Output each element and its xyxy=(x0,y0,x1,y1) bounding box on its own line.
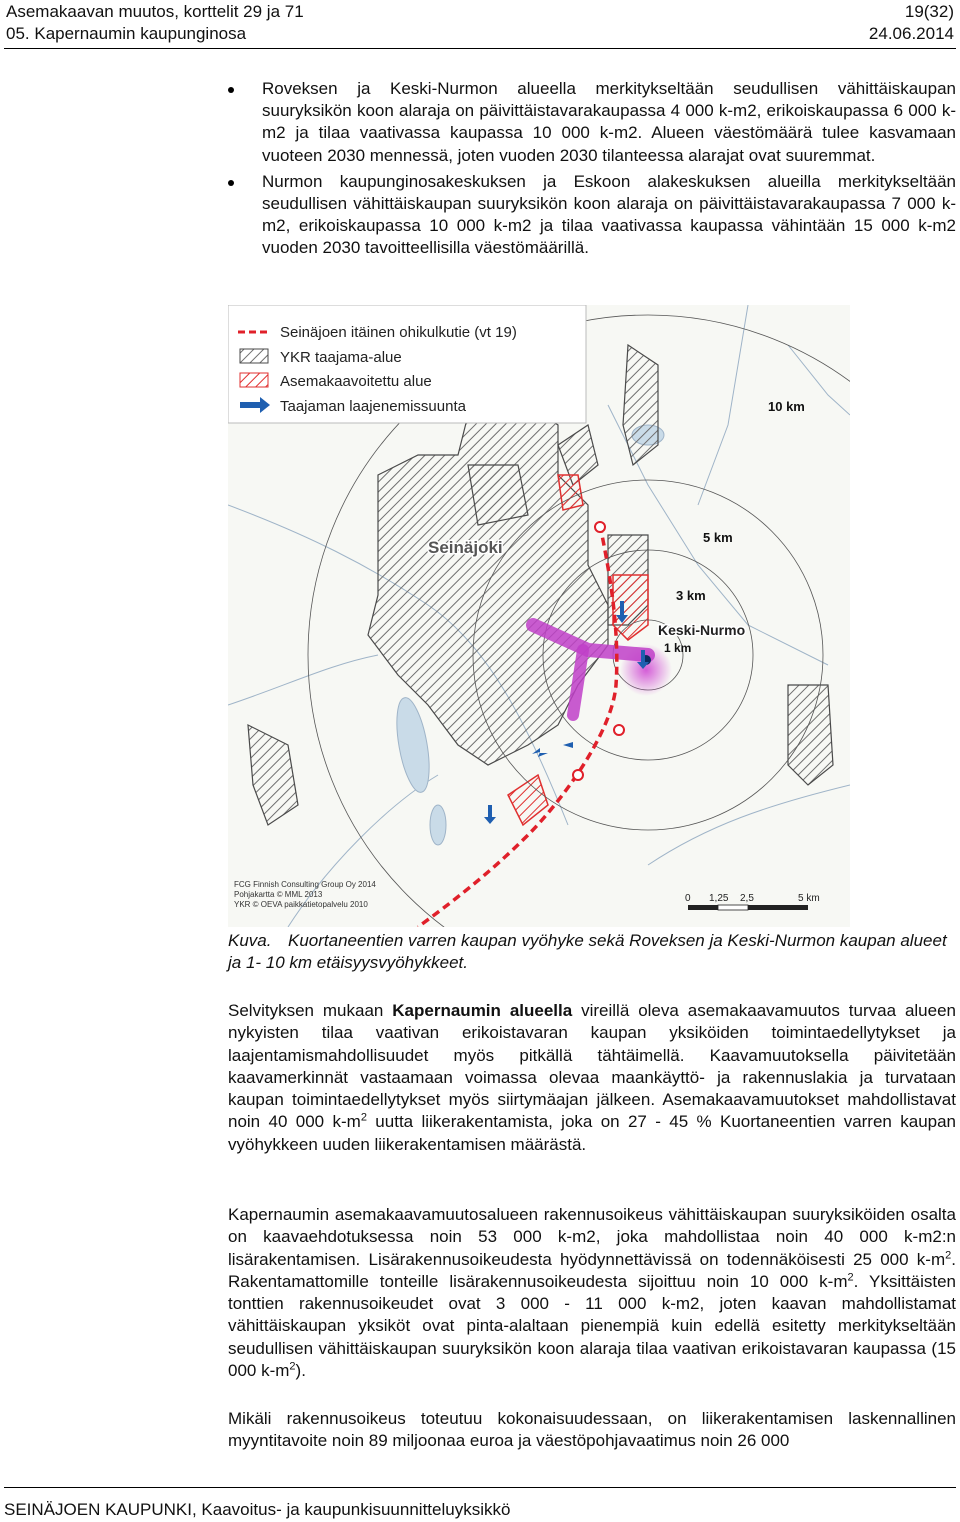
header-rule xyxy=(4,48,956,49)
bullet-item xyxy=(228,171,956,260)
legend-label-ykr: YKR taajama-alue xyxy=(280,349,402,366)
scale-tick: 1,25 xyxy=(709,893,729,904)
superscript: 2 xyxy=(360,1111,367,1124)
figure-caption xyxy=(228,930,956,974)
legend-label-road: Seinäjoen itäinen ohikulkutie (vt 19) xyxy=(280,324,517,341)
text-run: ). xyxy=(295,1361,306,1381)
paragraph-1 xyxy=(228,1000,956,1156)
paragraph-3: Mikäli rakennusoikeus toteutuu kokonaisuudessaan, on liikerakentamisen laskennallinen myyntitavoite noin 89 miljoonaa euroa ja väestöpohjavaatimus noin 26 000 xyxy=(228,1409,956,1451)
bullet-list xyxy=(228,78,956,264)
map-legend xyxy=(228,305,586,423)
bullet-text: Nurmon kaupunginosakeskuksen ja Eskoon alakeskuksen alueilla merkitykseltään seudullisen vähittäiskaupan suuryksikön koon alaraja on päivittäistavarakaupassa 7 000 k-m2, erikoiskaupassa 10 000 k-m2 ja tilaa vaativassa kaupassa vähintään 15 000 k-m2 vuoden 2030 tavoitteellisilla väestömäärillä. xyxy=(262,171,956,258)
bullet-text: Roveksen ja Keski-Nurmon alueella merkitykseltään seudullisen vähittäiskaupan suuryksikön koon alaraja on päivittäistavarakaupassa 4 000 k-m2, erikoiskaupassa 6 000 k-m2 ja tilaa vaativassa kaupassa 10 000 k-m2. Alueen väestömäärä tulee kasvamaan vuoteen 2030 mennessä, joten vuoden 2030 tilanteessa alarajat ovat suuremmat. xyxy=(262,79,956,165)
legend-swatch-asemakaava xyxy=(240,373,268,387)
map-svg xyxy=(228,305,850,927)
ring-label-10km: 10 km xyxy=(768,399,805,414)
caption-text: Kuortaneentien varren kaupan vyöhyke sekä Roveksen ja Keski-Nurmon kaupan alueet ja 1- 10 km etäisyysvyöhykkeet. xyxy=(228,931,947,972)
text-run: . Rakentamattomille tonteille lisärakennusoikeudesta sijoittuu noin 10 000 k-m xyxy=(228,1249,956,1291)
credit-line: FCG Finnish Consulting Group Oy 2014 xyxy=(234,880,376,889)
center-label: Keski-Nurmo xyxy=(658,622,746,638)
ring-label-5km: 5 km xyxy=(703,530,733,545)
superscript: 2 xyxy=(847,1271,854,1284)
legend-swatch-ykr xyxy=(240,349,268,363)
ring-label-3km: 3 km xyxy=(676,588,706,603)
credit-line: Pohjakartta © MML 2013 xyxy=(234,890,323,899)
legend-label-asemakaava: Asemakaavoitettu alue xyxy=(280,373,432,390)
footer-rule xyxy=(4,1487,956,1488)
text-run: Kapernaumin asemakaavamuutosalueen rakennusoikeus vähittäiskaupan suuryksiköiden osalta on kaavaehdotuksessa noin 53 000 k-m2, joka mahdollistaa noin 40 000 k-m2:n lisärakentamisen. Lisärakennusoikeudesta hyödynnettävissä on todennäköisesti 25 000 k-m xyxy=(228,1205,956,1269)
superscript: 2 xyxy=(945,1248,952,1261)
page-footer: SEINÄJOEN KAUPUNKI, Kaavoitus- ja kaupunkisuunnitteluyksikkö xyxy=(4,1500,511,1519)
page-number: 19(32) xyxy=(904,2,954,21)
city-label: Seinäjoki xyxy=(428,538,503,557)
caption-label: Kuva. xyxy=(228,931,272,950)
bullet-dot xyxy=(228,180,234,186)
section-title: 05. Kapernaumin kaupunginosa xyxy=(6,24,247,43)
paragraph-2 xyxy=(228,1204,956,1382)
ring-label-1km: 1 km xyxy=(664,641,692,655)
scale-tick: 2,5 xyxy=(740,893,754,904)
superscript: 2 xyxy=(289,1360,296,1373)
text-run: Selvityksen mukaan xyxy=(228,1001,393,1020)
scale-tick: 5 km xyxy=(798,893,820,904)
document-title: Asemakaavan muutos, korttelit 29 ja 71 xyxy=(6,2,304,21)
scale-tick: 0 xyxy=(685,893,691,904)
text-run: vireillä oleva asemakaavamuutos turvaa alueen nykyisten tilaa vaativan erikoistavaran kaupan yksiköiden toimintaedellytykset ja laajentamismahdollisuudet myös pitkällä tähtäimellä. Kaavamuutoksella päivitetään kaavamerkinnät vastaamaan voimassa olevaa maankäyttö- ja rakennuslakia ja turvataan kaupan toimintaedellytykset myös siirtymäajan jälkeen. Asemakaavamuutokset mahdollistavat noin 40 000 k-m xyxy=(228,1001,956,1132)
text-bold: Kapernaumin alueella xyxy=(392,1001,573,1020)
document-date: 24.06.2014 xyxy=(868,24,954,43)
legend-label-arrow: Taajaman laajenemissuunta xyxy=(280,398,466,415)
credit-line: YKR © OEVA paikkatietopalvelu 2010 xyxy=(234,900,368,909)
text-run: . Yksittäisten tonttien rakennusoikeudet ovat 3 000 - 11 000 k-m2, joten kaavan mahdollistamat vähittäiskaupan yksiköt ovat pinta-alaltaan pienempiä kuin edellä esitetty merkitykseltään seudullisen vähittäiskaupan suuryksikön koon alaraja tilaa vaativan erikoistavaran kaupassa (15 000 k-m xyxy=(228,1271,956,1381)
bullet-dot xyxy=(228,87,234,93)
bullet-item xyxy=(228,78,956,167)
text-run: uutta liikerakentamista, joka on 27 - 45 % Kuortaneentien varren kaupan vyöhykkeen uuden liikerakentamisen määrästä. xyxy=(228,1112,957,1154)
map-figure xyxy=(228,305,850,927)
